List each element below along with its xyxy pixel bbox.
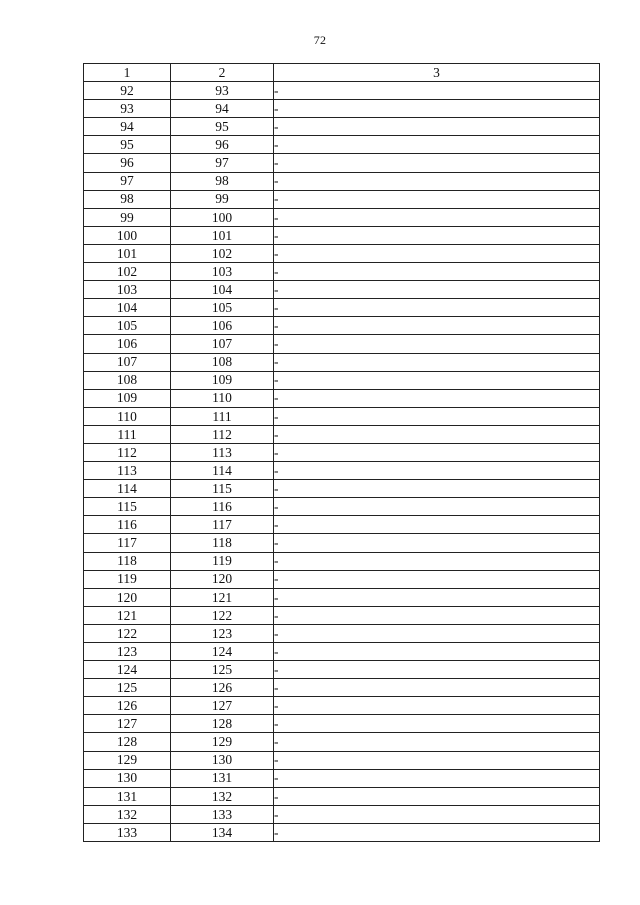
table-cell-col1: 132 (84, 805, 171, 823)
table-cell-col2: 125 (171, 661, 274, 679)
table-cell-col2: 94 (171, 100, 274, 118)
table-cell-col3: - (274, 317, 600, 335)
table-cell-col2: 99 (171, 190, 274, 208)
table-cell-col1: 111 (84, 425, 171, 443)
table-row (84, 733, 600, 751)
table-cell-col2: 130 (171, 751, 274, 769)
table-cell-col3: - (274, 624, 600, 642)
table-row (84, 371, 600, 389)
table-cell-col1: 103 (84, 281, 171, 299)
table-cell-col2: 110 (171, 389, 274, 407)
table-cell-col3: - (274, 281, 600, 299)
table-cell-col2: 128 (171, 715, 274, 733)
data-table (83, 63, 600, 842)
table-row (84, 172, 600, 190)
table-cell-col2: 121 (171, 588, 274, 606)
table-cell-col1: 101 (84, 244, 171, 262)
table-cell-col3: - (274, 353, 600, 371)
table-cell-col1: 120 (84, 588, 171, 606)
table-cell-col3: - (274, 136, 600, 154)
table-cell-col3: - (274, 389, 600, 407)
table-cell-col2: 112 (171, 425, 274, 443)
table-cell-col3: - (274, 407, 600, 425)
table-cell-col3: - (274, 570, 600, 588)
table-cell-col3: - (274, 462, 600, 480)
table-cell-col3: - (274, 534, 600, 552)
table-cell-col3: - (274, 697, 600, 715)
table-cell-col3: - (274, 443, 600, 461)
table-row (84, 588, 600, 606)
column-header-3: 3 (274, 64, 600, 82)
table-cell-col1: 100 (84, 226, 171, 244)
table-cell-col3: - (274, 154, 600, 172)
table-cell-col2: 105 (171, 299, 274, 317)
table-cell-col1: 117 (84, 534, 171, 552)
table-cell-col3: - (274, 263, 600, 281)
table-cell-col1: 131 (84, 787, 171, 805)
table-cell-col3: - (274, 751, 600, 769)
table-cell-col3: - (274, 769, 600, 787)
table-row (84, 805, 600, 823)
table-cell-col3: - (274, 172, 600, 190)
table-cell-col3: - (274, 661, 600, 679)
table-row (84, 190, 600, 208)
table-cell-col1: 99 (84, 208, 171, 226)
table-row (84, 624, 600, 642)
table-cell-col2: 109 (171, 371, 274, 389)
table-cell-col1: 123 (84, 643, 171, 661)
table-cell-col1: 119 (84, 570, 171, 588)
table-cell-col2: 119 (171, 552, 274, 570)
table-cell-col1: 110 (84, 407, 171, 425)
table-row (84, 136, 600, 154)
page-number: 72 (313, 33, 327, 47)
table-cell-col2: 124 (171, 643, 274, 661)
header-row (84, 64, 600, 82)
table-cell-col3: - (274, 82, 600, 100)
table-body (84, 82, 600, 842)
table-cell-col2: 102 (171, 244, 274, 262)
table-cell-col2: 111 (171, 407, 274, 425)
table-cell-col2: 103 (171, 263, 274, 281)
table-cell-col1: 128 (84, 733, 171, 751)
table-row (84, 769, 600, 787)
table-row (84, 715, 600, 733)
table-cell-col3: - (274, 480, 600, 498)
table-cell-col1: 118 (84, 552, 171, 570)
table-cell-col2: 107 (171, 335, 274, 353)
table-cell-col1: 129 (84, 751, 171, 769)
table-cell-col3: - (274, 100, 600, 118)
table-row (84, 425, 600, 443)
table-cell-col3: - (274, 244, 600, 262)
table-cell-col1: 93 (84, 100, 171, 118)
table-cell-col2: 118 (171, 534, 274, 552)
table-cell-col2: 98 (171, 172, 274, 190)
table-cell-col2: 100 (171, 208, 274, 226)
table-cell-col3: - (274, 425, 600, 443)
table-cell-col3: - (274, 335, 600, 353)
table-row (84, 82, 600, 100)
table-row (84, 353, 600, 371)
table-cell-col3: - (274, 805, 600, 823)
table-row (84, 299, 600, 317)
table-cell-col3: - (274, 371, 600, 389)
table-row (84, 154, 600, 172)
table-cell-col3: - (274, 679, 600, 697)
table-row (84, 480, 600, 498)
table-row (84, 407, 600, 425)
table-row (84, 443, 600, 461)
table-row (84, 570, 600, 588)
table-cell-col1: 113 (84, 462, 171, 480)
table-row (84, 751, 600, 769)
table-cell-col3: - (274, 190, 600, 208)
table-cell-col2: 129 (171, 733, 274, 751)
table-cell-col3: - (274, 299, 600, 317)
table-cell-col3: - (274, 643, 600, 661)
table-cell-col2: 113 (171, 443, 274, 461)
table-cell-col1: 92 (84, 82, 171, 100)
table-row (84, 226, 600, 244)
column-header-2: 2 (171, 64, 274, 82)
table-cell-col3: - (274, 498, 600, 516)
table-row (84, 534, 600, 552)
table-cell-col2: 93 (171, 82, 274, 100)
table-cell-col2: 106 (171, 317, 274, 335)
table-row (84, 697, 600, 715)
table-cell-col1: 121 (84, 606, 171, 624)
table-cell-col1: 114 (84, 480, 171, 498)
table-cell-col1: 95 (84, 136, 171, 154)
table-cell-col1: 104 (84, 299, 171, 317)
table-cell-col1: 106 (84, 335, 171, 353)
table-cell-col1: 122 (84, 624, 171, 642)
table-cell-col2: 116 (171, 498, 274, 516)
table-row (84, 552, 600, 570)
table-cell-col2: 131 (171, 769, 274, 787)
table-row (84, 335, 600, 353)
table-cell-col2: 127 (171, 697, 274, 715)
table-cell-col3: - (274, 588, 600, 606)
table-row (84, 118, 600, 136)
table-cell-col2: 134 (171, 823, 274, 841)
table-cell-col1: 105 (84, 317, 171, 335)
table-cell-col2: 117 (171, 516, 274, 534)
table-cell-col2: 132 (171, 787, 274, 805)
table-row (84, 317, 600, 335)
table-cell-col1: 116 (84, 516, 171, 534)
table-cell-col2: 133 (171, 805, 274, 823)
table-cell-col2: 115 (171, 480, 274, 498)
table-row (84, 263, 600, 281)
table-cell-col1: 108 (84, 371, 171, 389)
table-cell-col3: - (274, 118, 600, 136)
table-row (84, 498, 600, 516)
table-cell-col3: - (274, 787, 600, 805)
table-cell-col2: 97 (171, 154, 274, 172)
table-row (84, 787, 600, 805)
table-cell-col3: - (274, 715, 600, 733)
table-cell-col3: - (274, 208, 600, 226)
table-row (84, 679, 600, 697)
table-cell-col2: 96 (171, 136, 274, 154)
table-cell-col1: 109 (84, 389, 171, 407)
table-cell-col1: 96 (84, 154, 171, 172)
table-cell-col1: 94 (84, 118, 171, 136)
table-cell-col3: - (274, 733, 600, 751)
table-cell-col1: 102 (84, 263, 171, 281)
table-cell-col3: - (274, 606, 600, 624)
table-cell-col1: 124 (84, 661, 171, 679)
table-cell-col2: 95 (171, 118, 274, 136)
table-row (84, 100, 600, 118)
column-header-1: 1 (84, 64, 171, 82)
table-cell-col3: - (274, 226, 600, 244)
table-row (84, 606, 600, 624)
table-cell-col1: 130 (84, 769, 171, 787)
table-cell-col2: 120 (171, 570, 274, 588)
table-cell-col3: - (274, 823, 600, 841)
table-cell-col3: - (274, 552, 600, 570)
table-cell-col2: 126 (171, 679, 274, 697)
table-cell-col1: 115 (84, 498, 171, 516)
table-row (84, 208, 600, 226)
table-row (84, 244, 600, 262)
table-row (84, 516, 600, 534)
table-row (84, 661, 600, 679)
table-cell-col1: 107 (84, 353, 171, 371)
table-row (84, 462, 600, 480)
table-cell-col1: 98 (84, 190, 171, 208)
table-cell-col1: 125 (84, 679, 171, 697)
table-cell-col1: 112 (84, 443, 171, 461)
table-cell-col3: - (274, 516, 600, 534)
table-cell-col2: 101 (171, 226, 274, 244)
table-cell-col2: 122 (171, 606, 274, 624)
table-row (84, 823, 600, 841)
table-cell-col1: 133 (84, 823, 171, 841)
table-cell-col2: 114 (171, 462, 274, 480)
table-cell-col1: 97 (84, 172, 171, 190)
table-cell-col1: 127 (84, 715, 171, 733)
table-cell-col2: 104 (171, 281, 274, 299)
table-row (84, 643, 600, 661)
table-cell-col2: 108 (171, 353, 274, 371)
table-row (84, 281, 600, 299)
table-header (84, 64, 600, 82)
table-cell-col1: 126 (84, 697, 171, 715)
table-cell-col2: 123 (171, 624, 274, 642)
table-row (84, 389, 600, 407)
